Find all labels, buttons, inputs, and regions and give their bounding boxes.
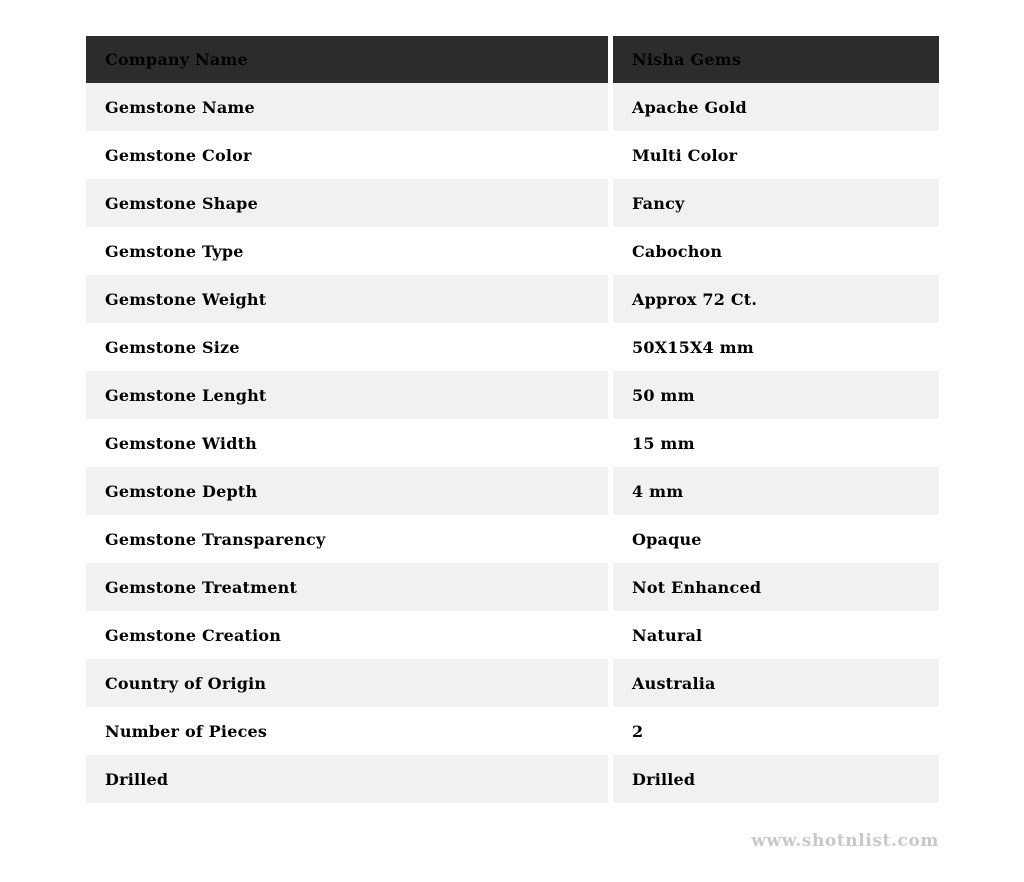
row-label-cell: Gemstone Color [86, 131, 608, 179]
row-value-cell: 2 [613, 707, 939, 755]
row-label-cell: Gemstone Size [86, 323, 608, 371]
row-label-cell: Gemstone Weight [86, 275, 608, 323]
row-value-cell: Drilled [613, 755, 939, 803]
header-label-cell: Company Name [86, 36, 608, 83]
table-row [86, 323, 939, 371]
row-value-cell: Fancy [613, 179, 939, 227]
row-label-cell: Gemstone Treatment [86, 563, 608, 611]
row-value-cell: Not Enhanced [613, 563, 939, 611]
table-row [86, 371, 939, 419]
row-value-cell: 50X15X4 mm [613, 323, 939, 371]
row-label-cell: Gemstone Depth [86, 467, 608, 515]
table-row [86, 659, 939, 707]
row-label-cell: Gemstone Creation [86, 611, 608, 659]
row-value-cell: Apache Gold [613, 83, 939, 131]
row-label-cell: Drilled [86, 755, 608, 803]
table-row [86, 515, 939, 563]
watermark-text: www.shotnlist.com [751, 831, 939, 851]
row-label-cell: Gemstone Name [86, 83, 608, 131]
table-row [86, 467, 939, 515]
gemstone-spec-table [86, 36, 939, 803]
table-body [86, 83, 939, 803]
row-value-cell: Cabochon [613, 227, 939, 275]
row-label-cell: Country of Origin [86, 659, 608, 707]
table-row [86, 227, 939, 275]
table-row [86, 275, 939, 323]
table-row [86, 419, 939, 467]
table-row [86, 755, 939, 803]
row-value-cell: Multi Color [613, 131, 939, 179]
table-row [86, 83, 939, 131]
row-value-cell: 50 mm [613, 371, 939, 419]
row-value-cell: Opaque [613, 515, 939, 563]
table-row [86, 563, 939, 611]
row-label-cell: Gemstone Type [86, 227, 608, 275]
table-header-row [86, 36, 939, 83]
row-value-cell: 15 mm [613, 419, 939, 467]
table-row [86, 707, 939, 755]
row-label-cell: Gemstone Lenght [86, 371, 608, 419]
table-row [86, 131, 939, 179]
table-row [86, 179, 939, 227]
row-value-cell: Australia [613, 659, 939, 707]
row-value-cell: 4 mm [613, 467, 939, 515]
row-label-cell: Gemstone Width [86, 419, 608, 467]
row-label-cell: Number of Pieces [86, 707, 608, 755]
row-value-cell: Natural [613, 611, 939, 659]
row-label-cell: Gemstone Shape [86, 179, 608, 227]
table-row [86, 611, 939, 659]
row-value-cell: Approx 72 Ct. [613, 275, 939, 323]
header-value-cell: Nisha Gems [613, 36, 939, 83]
row-label-cell: Gemstone Transparency [86, 515, 608, 563]
